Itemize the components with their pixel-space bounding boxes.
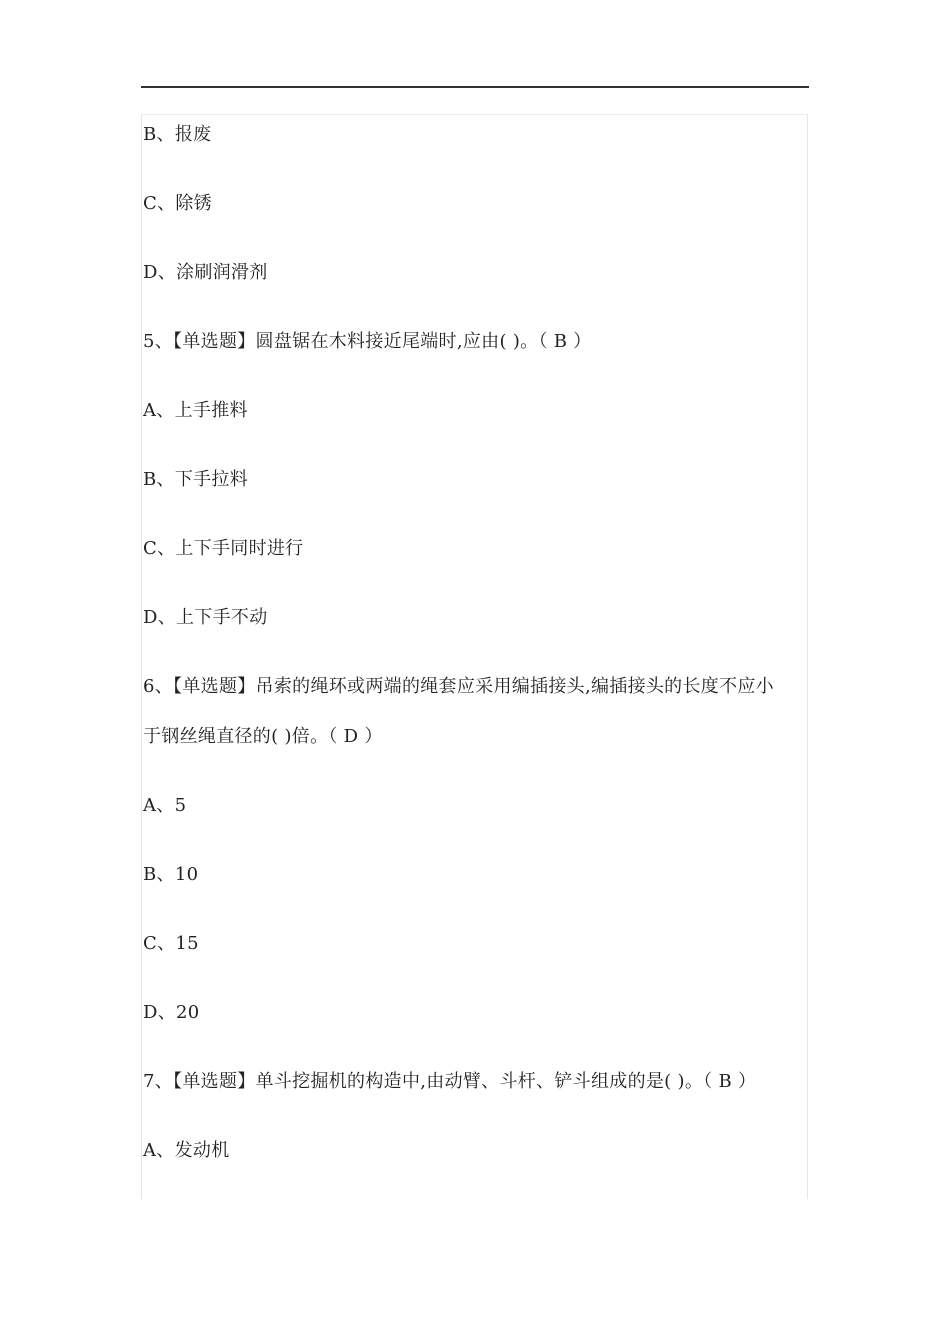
question-5: 5、【单选题】圆盘锯在木料接近尾端时,应由( )。（ B ） [143,331,592,352]
option-b-line: B、报废 [143,124,212,145]
option-d-line: D、涂刷润滑剂 [143,262,268,283]
q7-option-a: A、发动机 [143,1140,230,1161]
q5-option-d: D、上下手不动 [143,607,268,628]
header-rule [141,86,809,88]
question-6-line-1: 6、【单选题】吊索的绳环或两端的绳套应采用编插接头,编插接头的长度不应小 [143,676,774,697]
question-6-line-2: 于钢丝绳直径的( )倍。（ D ） [143,726,383,747]
q6-option-d: D、20 [143,1002,200,1023]
q5-option-b: B、下手拉料 [143,469,249,490]
q5-option-a: A、上手推料 [143,400,248,421]
q6-option-c: C、15 [143,933,199,954]
question-7: 7、【单选题】单斗挖掘机的构造中,由动臂、斗杆、铲斗组成的是( )。（ B ） [143,1071,757,1092]
q6-option-b: B、10 [143,864,199,885]
q6-option-a: A、5 [143,795,187,816]
q5-option-c: C、上下手同时进行 [143,538,304,559]
option-c-line: C、除锈 [143,193,212,214]
